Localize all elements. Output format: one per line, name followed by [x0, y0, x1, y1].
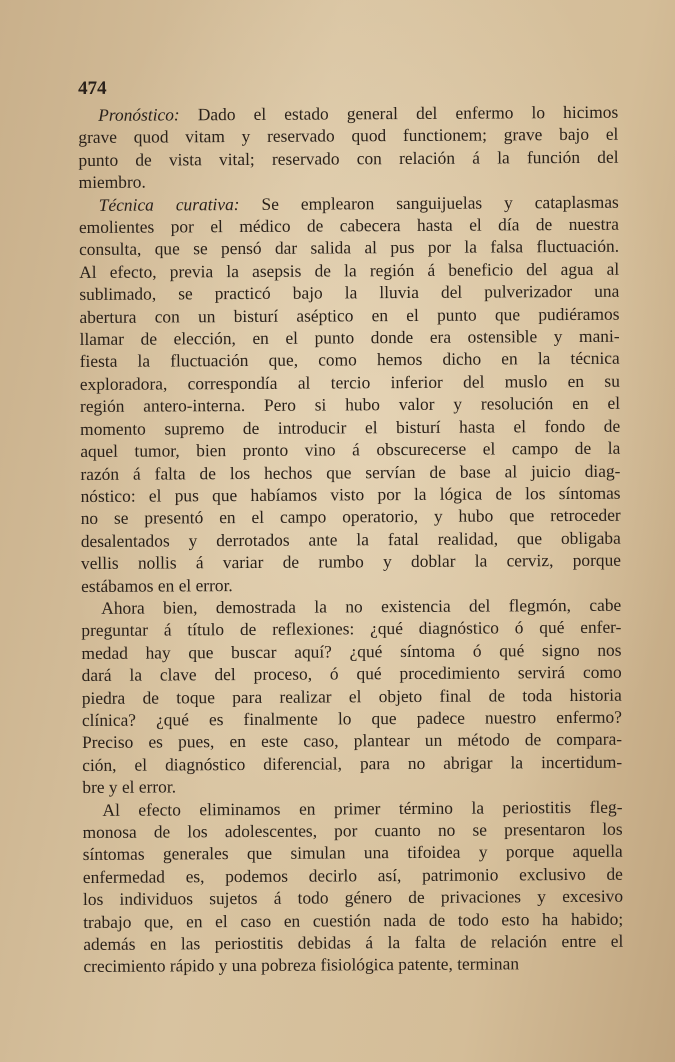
text-line	[83, 840, 623, 866]
text-line	[82, 683, 622, 709]
text-line	[83, 818, 623, 844]
line-text: medad hay que buscar aquí? ¿qué síntoma ó qué signo nos	[81, 639, 622, 663]
text-line	[79, 213, 619, 239]
line-text: llamar de elección, en el punto donde era ostensible y mani-	[79, 325, 620, 350]
line-text: Al efecto eliminamos en primer término la periostitis fleg-	[102, 796, 623, 820]
line-text: estábamos en el error.	[81, 574, 233, 596]
line-text: miembro.	[78, 171, 146, 193]
line-text: clínica? ¿qué es finalmente lo que padece nuestro enfermo?	[81, 706, 622, 730]
page-number: 474	[78, 77, 107, 99]
text-line	[80, 414, 620, 440]
text-line	[80, 459, 620, 485]
line-text: momento supremo de introducir el bisturí hasta el fondo de	[80, 415, 621, 439]
line-text: además en las periostitis debidas á la falta de relación entre el	[83, 930, 624, 955]
line-text: exploradora, correspondía al tercio inferior del muslo en su	[79, 370, 620, 394]
line-text: nóstico: el pus que habíamos visto por la lógica de los síntomas	[80, 482, 621, 506]
text-line	[81, 571, 621, 597]
line-text: Dado el estado general del enfermo lo hicimos	[179, 101, 619, 125]
text-line	[82, 706, 622, 732]
text-line	[79, 235, 619, 261]
paragraph-lead: Técnica curativa:	[98, 193, 240, 215]
line-text: Al efecto, previa la asepsis de la región á beneficio del agua al	[79, 258, 620, 282]
line-text: preguntar á título de reflexiones: ¿qué diagnóstico ó qué enfer-	[81, 617, 622, 641]
line-text: crecimiento rápido y una pobreza fisiológica patente, terminan	[83, 953, 520, 977]
text-line	[81, 504, 621, 530]
text-line	[81, 638, 621, 664]
line-text: consulta, que se pensó dar salida al pus por la falsa fluctuación.	[78, 236, 620, 260]
line-text: Preciso es pues, en este caso, plantear un método de compara-	[81, 729, 623, 753]
line-text: piedra de toque para realizar el objeto final de toda historia	[81, 684, 622, 708]
line-text: Ahora bien, demostrada la no existencia del flegmón, cabe	[101, 594, 622, 618]
text-line	[80, 482, 620, 508]
line-text: abertura con un bisturí aséptico en el punto que pudiéramos	[79, 303, 620, 327]
line-text: fiesta la fluctuación que, como hemos dicho en la técnica	[79, 348, 620, 372]
line-text: enfermedad es, podemos decirlo así, patrimonio exclusivo de	[82, 863, 623, 887]
text-line	[79, 190, 619, 216]
line-text: sublimado, se practicó bajo la lluvia del pulverizador una	[79, 280, 620, 305]
text-line	[81, 549, 621, 575]
line-text: síntomas generales que simulan una tifoidea y porque aquella	[82, 841, 623, 865]
line-text: región antero-interna. Pero si hubo valor y resolución en el	[79, 392, 621, 417]
line-text: punto de vista vital; reservado con relación á la función del	[78, 146, 619, 170]
line-text: razón á falta de los hechos que servían de base al juicio diag-	[80, 460, 621, 484]
line-text: desalentados y derrotados ante la fatal realidad, que obligaba	[80, 527, 621, 551]
text-line	[78, 146, 618, 172]
text-line	[82, 750, 622, 776]
text-line	[79, 280, 619, 306]
line-text: trabajo que, en el caso en cuestión nada de todo esto ha habido;	[83, 908, 624, 932]
line-text: vellis nollis á variar de rumbo y doblar la cerviz, porque	[80, 549, 622, 574]
text-line	[78, 123, 618, 149]
text-line	[81, 616, 621, 642]
paragraph-efecto	[82, 795, 623, 978]
line-text: monosa de los adolescentes, por cuanto no se presentaron los	[82, 818, 623, 842]
line-text: Se emplearon sanguijuelas y cataplasmas	[239, 191, 619, 214]
paragraph-tecnica	[79, 190, 621, 597]
paragraph-lead: Pronóstico:	[98, 104, 180, 125]
text-line	[79, 258, 619, 284]
text-line	[83, 862, 623, 888]
text-line	[83, 952, 623, 978]
line-text: grave quod vitam y reservado quod functionem; grave bajo el	[78, 124, 619, 148]
line-text: emolientes por el médico de cabecera hasta el día de nuestra	[78, 213, 619, 238]
text-line	[82, 728, 622, 754]
text-line	[78, 101, 618, 127]
text-line	[83, 885, 623, 911]
paragraph-container	[78, 101, 623, 978]
line-text: los individuos sujetos á todo género de privaciones y excesivo	[82, 885, 624, 910]
text-line	[82, 795, 622, 821]
paragraph-pronostico	[78, 101, 619, 194]
text-line	[80, 347, 620, 373]
text-line	[81, 594, 621, 620]
line-text: aquel tumor, bien pronto vino á obscurecerse el campo de la	[80, 437, 621, 462]
text-line	[80, 392, 620, 418]
text-line	[80, 325, 620, 351]
text-line	[80, 370, 620, 396]
text-line	[83, 930, 623, 956]
line-text: dará la clave del proceso, ó qué procedimiento servirá como	[81, 661, 622, 686]
text-line	[83, 907, 623, 933]
text-line	[82, 773, 622, 799]
text-line	[79, 302, 619, 328]
line-text: bre y el error.	[82, 776, 177, 798]
page-text	[78, 75, 623, 978]
paragraph-ahora	[81, 594, 622, 799]
text-line	[80, 437, 620, 463]
text-line	[81, 526, 621, 552]
text-line	[79, 168, 619, 194]
line-text: ción, el diagnóstico diferencial, para no abrigar la incertidum-	[82, 751, 623, 775]
line-text: no se presentó en el campo operatorio, y hubo que retroceder	[80, 505, 621, 529]
text-line	[82, 661, 622, 687]
